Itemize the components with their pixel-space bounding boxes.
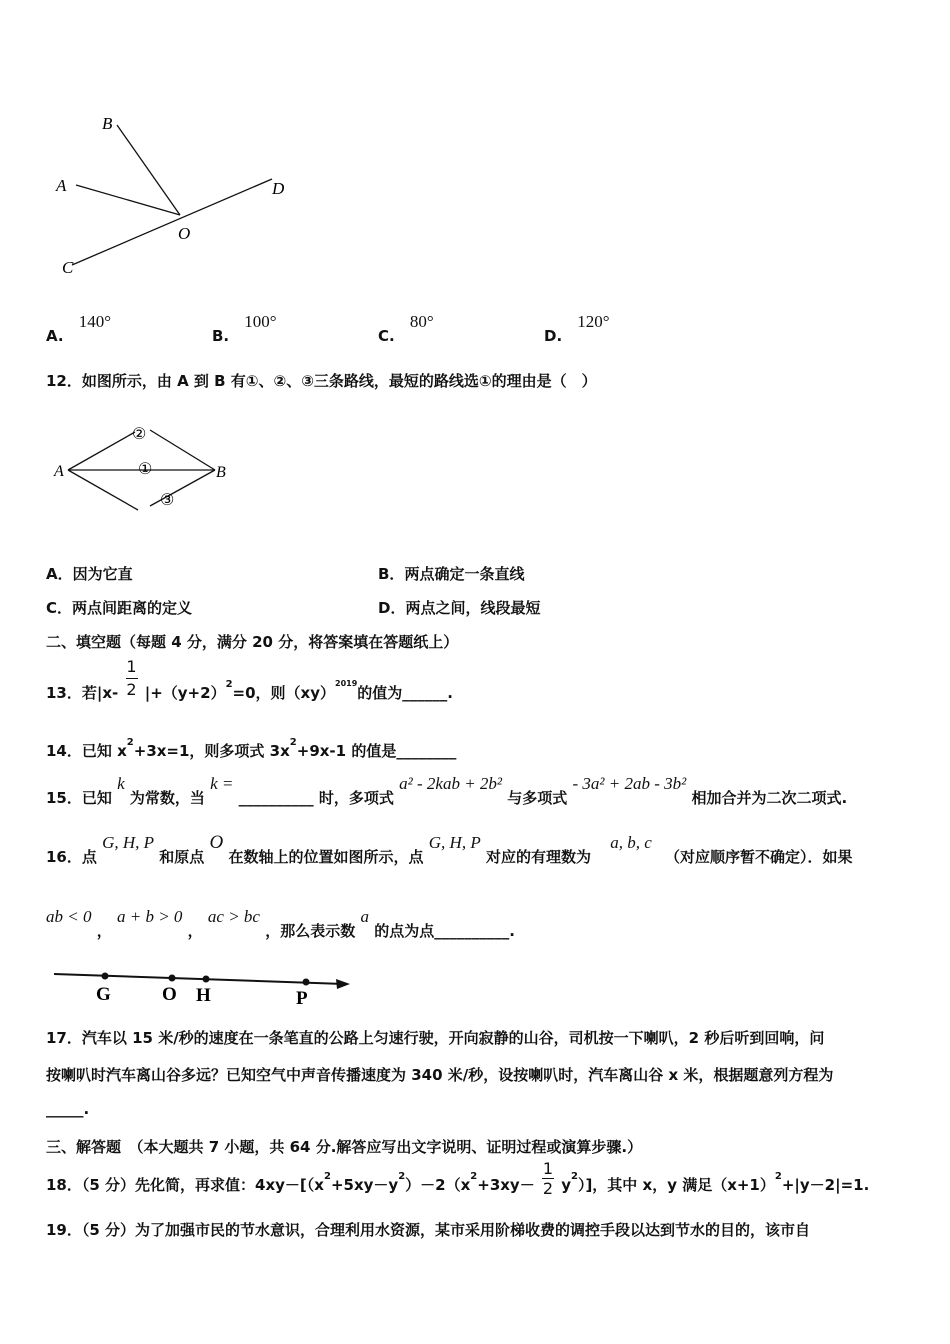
q15-blank: __________ xyxy=(238,789,314,807)
label-g: G xyxy=(96,984,111,1005)
q18: 18．（5 分）先化简，再求值：$4xy-[(x^2+5xy-y^2)-2(x^2+3xy-$ $\frac{1}{2}$ $y^2$）]，其中 x，y 满足$(x+1)^2+|y-2|=1$. xyxy=(46,1159,870,1198)
var-k: k xyxy=(117,774,125,793)
section-3-heading: 三、解答题 （本大题共 7 小题，共 64 分.解答应写出文字说明、证明过程或演算步骤.） xyxy=(46,1138,643,1156)
fraction-bar xyxy=(126,678,138,679)
label-d: D xyxy=(272,179,285,198)
option-letter: A． xyxy=(46,565,73,583)
q17-line-1: 17．汽车以 15 米/秒的速度在一条笔直的公路上匀速行驶，开向寂静的山谷，司机按一下喇叭，2 秒后听到回响，问 xyxy=(46,1029,825,1047)
fraction-numerator: 1 xyxy=(126,657,137,676)
fraction-numerator: 1 xyxy=(542,1159,554,1178)
option-text: 因为它直 xyxy=(72,565,133,583)
axis-arrow xyxy=(336,979,350,989)
q18-fraction xyxy=(542,1160,554,1197)
polynomial-2: - 3a² + 2ab - 3b² xyxy=(572,774,687,793)
option-text: 两点确定一条直线 xyxy=(404,565,525,583)
label-c: C xyxy=(62,258,74,277)
q19: 19．（5 分）为了加强市民的节水意识，合理利用水资源，某市采用阶梯收费的调控手段以达到节水的目的，该市自 xyxy=(46,1221,811,1239)
k-equals: k = xyxy=(210,774,234,793)
option-text: 两点间距离的定义 xyxy=(72,599,193,617)
route-figure xyxy=(50,420,250,520)
option-text: 两点之间，线段最短 xyxy=(405,599,541,617)
route-3-left xyxy=(68,470,138,510)
q12-option-a xyxy=(46,563,133,584)
polynomial-1: a² - 2kab + 2b² xyxy=(399,774,503,793)
q11-option-b xyxy=(212,312,277,345)
q16-line-2: ab < 0 ， a + b > 0 ， ac > bc ，那么表示数 a 的点为点__________. xyxy=(46,907,515,940)
angle-figure xyxy=(40,105,310,285)
q12-stem: 12．如图所示，由 A 到 B 有①、②、③三条路线，最短的路线选①的理由是（ ） xyxy=(46,372,597,390)
route-1-label: ① xyxy=(138,461,153,478)
label-a: A xyxy=(54,463,64,480)
point-o xyxy=(169,975,176,982)
q13-fraction xyxy=(126,658,138,699)
label-p: P xyxy=(296,988,308,1009)
ray-oa xyxy=(76,185,180,215)
section-2-heading: 二、填空题（每题 4 分，满分 20 分，将答案填在答题纸上） xyxy=(46,633,459,651)
q15: 15．已知 k 为常数，当 k = __________ 时，多项式 a² - 2kab + 2b² 与多项式 - 3a² + 2ab - 3b² 相加合并为二次二项式. xyxy=(46,774,848,807)
q13 xyxy=(46,658,453,702)
option-letter: C． xyxy=(46,599,73,617)
option-letter: A. xyxy=(46,327,64,345)
q12-option-b xyxy=(378,563,524,584)
q11-option-a xyxy=(46,312,111,345)
label-b: B xyxy=(216,464,226,481)
number-line xyxy=(44,964,364,1014)
label-o: O xyxy=(178,224,191,243)
route-3-label: ③ xyxy=(160,492,175,509)
option-letter: B． xyxy=(378,565,405,583)
q12-option-d xyxy=(378,597,540,618)
label-o: O xyxy=(162,984,177,1005)
route-2-right xyxy=(150,430,215,470)
q11-option-d xyxy=(544,312,610,345)
label-a: A xyxy=(56,176,67,195)
q17-line-2: 按喇叭时汽车离山谷多远？已知空气中声音传播速度为 340 米/秒，设按喇叭时，汽车离山谷 x 米，根据题意列方程为 xyxy=(46,1066,834,1084)
q13-text-1: 13．若|x- xyxy=(46,684,119,702)
point-g xyxy=(102,973,109,980)
fraction-denominator: 2 xyxy=(126,680,137,699)
q12-option-c xyxy=(46,597,192,618)
q16-line-1: 16．点 G, H, P 和原点 O 在数轴上的位置如图所示，点 G, H, P 对应的有理数为 a, b, c （对应顺序暂不确定）．如果 xyxy=(46,832,853,866)
option-letter: B. xyxy=(212,327,230,345)
option-letter: D． xyxy=(378,599,406,617)
axis-line xyxy=(54,974,344,984)
option-letter: D. xyxy=(544,327,563,345)
label-h: H xyxy=(196,985,211,1006)
option-value: 80° xyxy=(409,312,434,331)
q13-text-2: $|+(y+2)^2=0$，则（xy）$^{2019}$的值为______. xyxy=(144,679,453,702)
option-letter: C. xyxy=(378,327,395,345)
ray-ob xyxy=(117,125,180,215)
q11-option-c xyxy=(378,312,434,345)
q14: 14．已知 $x^2+3x=1$，则多项式 $3x^2+9x-1$ 的值是________ xyxy=(46,737,457,760)
route-2-left xyxy=(68,432,135,470)
route-2-label: ② xyxy=(132,426,147,443)
option-value: 100° xyxy=(244,312,277,331)
q17-line-3: _____. xyxy=(46,1100,90,1118)
option-value: 140° xyxy=(78,312,111,331)
label-b: B xyxy=(102,114,113,133)
point-p xyxy=(303,979,310,986)
point-h xyxy=(203,976,210,983)
fraction-denominator: 2 xyxy=(542,1179,554,1198)
option-value: 120° xyxy=(577,312,610,331)
